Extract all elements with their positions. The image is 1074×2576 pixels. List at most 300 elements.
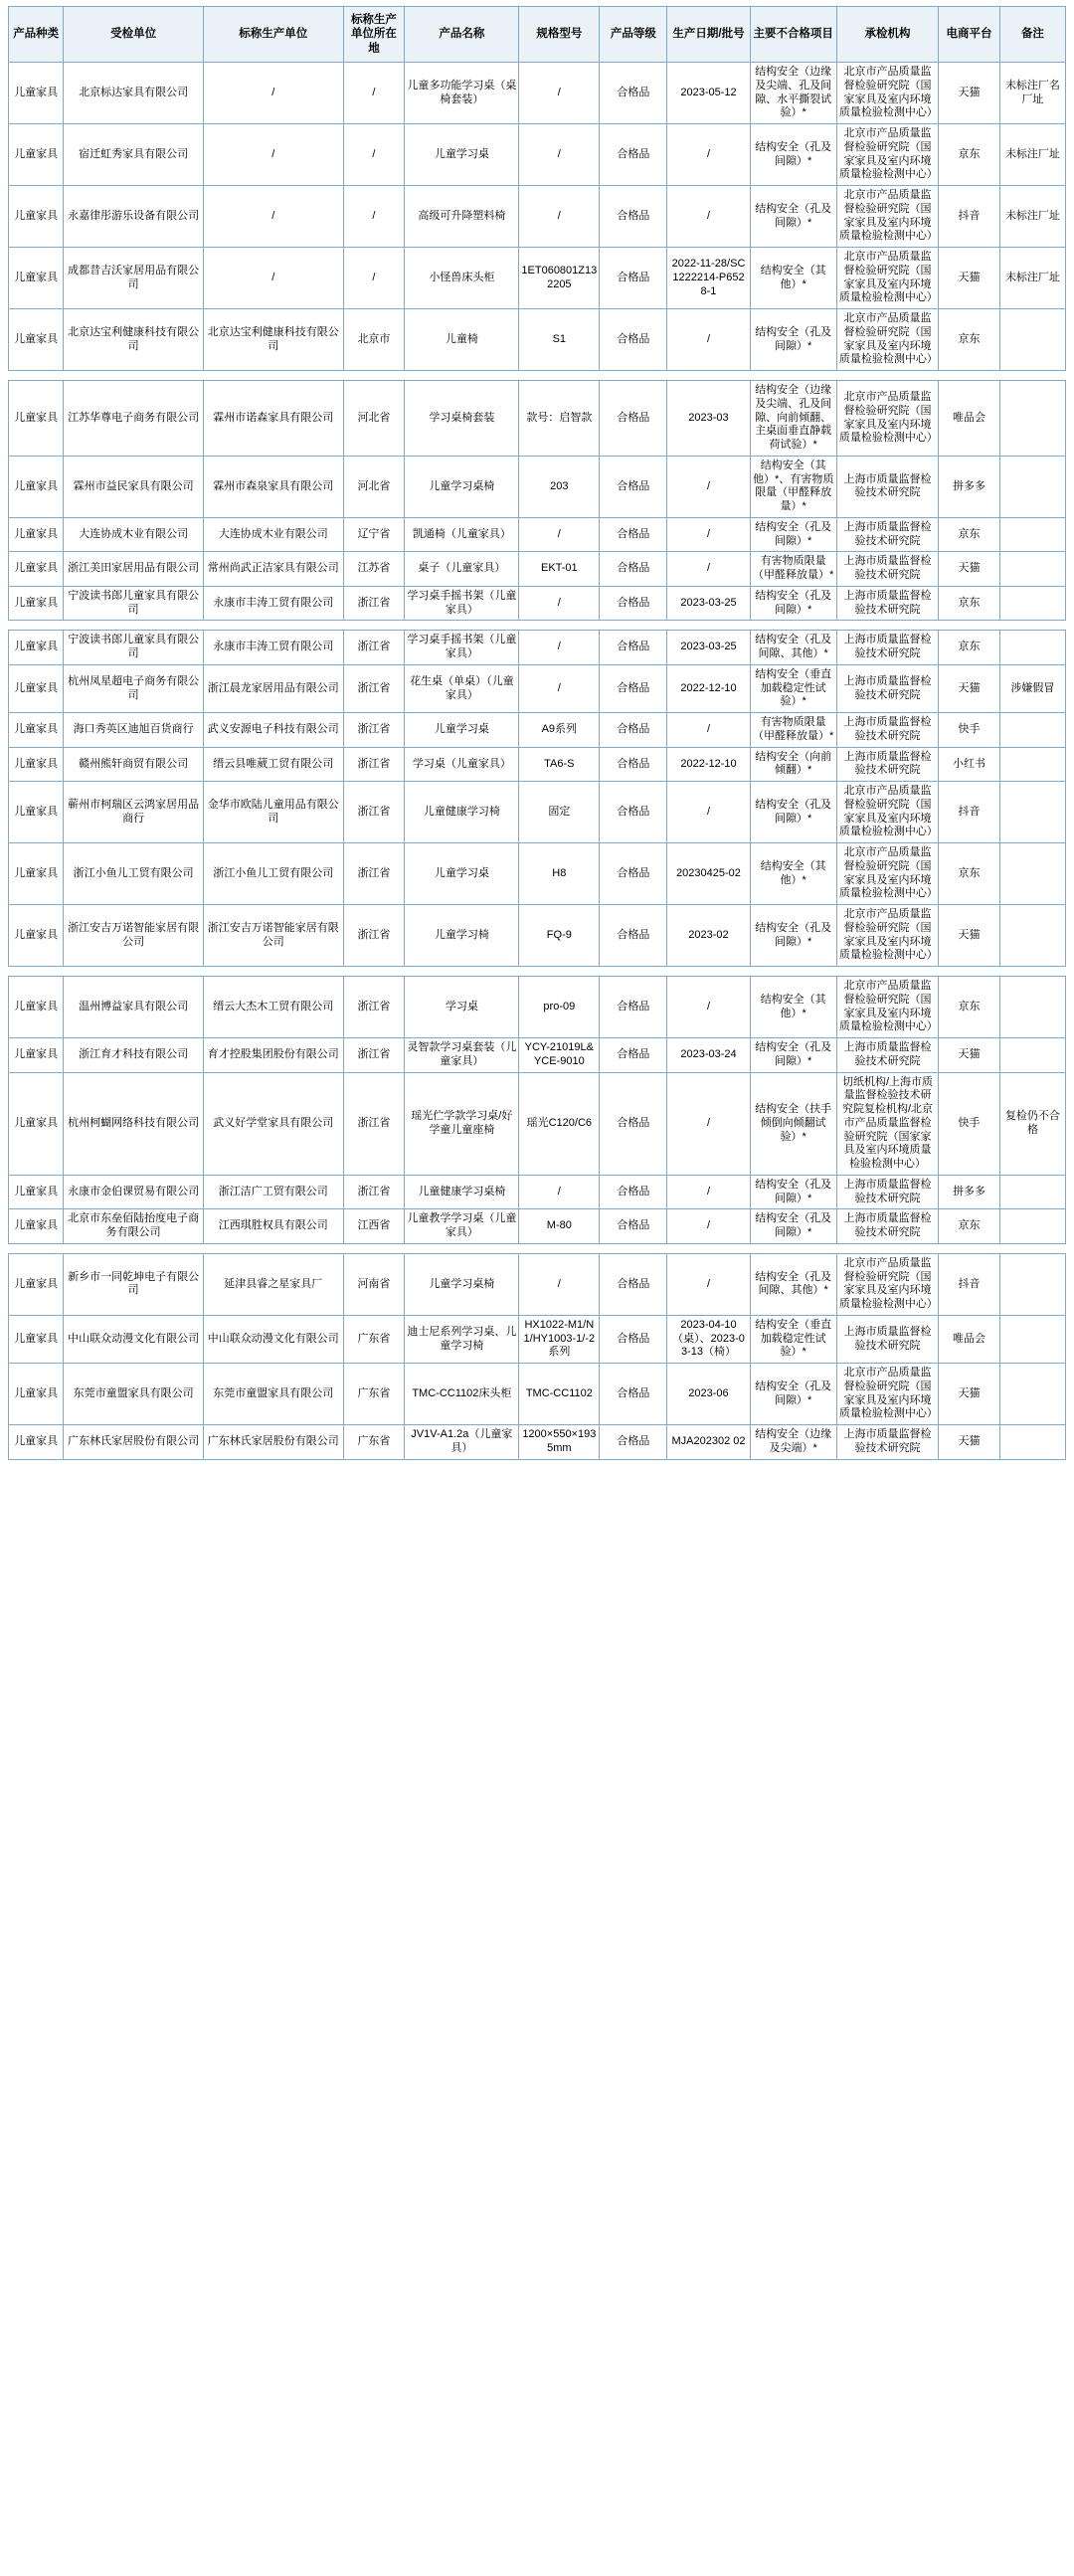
cell-testing-agency: 北京市产品质量监督检验研究院（国家家具及室内环境质量检验检测中心） <box>836 1253 938 1315</box>
group-separator-cell <box>750 1243 836 1253</box>
cell-manufacturer-location: 浙江省 <box>343 631 405 665</box>
cell-platform: 唯品会 <box>939 1315 1000 1363</box>
cell-testing-agency: 上海市质量监督检验技术研究院 <box>836 713 938 748</box>
cell-product-name: 儿童椅 <box>405 309 519 371</box>
table-header-row <box>9 7 1066 63</box>
cell-product-name: 桌子（儿童家具） <box>405 552 519 587</box>
cell-platform: 京东 <box>939 517 1000 552</box>
cell-failed-items: 结构安全（其他）* <box>750 977 836 1038</box>
group-separator-cell <box>939 621 1000 631</box>
group-separator-cell <box>836 621 938 631</box>
cell-product-type: 儿童家具 <box>9 63 64 124</box>
cell-manufacturer-location: 河北省 <box>343 381 405 457</box>
cell-inspected-unit: 海口秀英区迪旭百货商行 <box>64 713 204 748</box>
cell-failed-items: 结构安全（孔及间隙）* <box>750 1038 836 1073</box>
cell-nominal-manufacturer: 金华市欧陆儿童用品有限公司 <box>203 782 343 843</box>
group-separator-cell <box>405 1243 519 1253</box>
cell-model: M-80 <box>519 1209 600 1244</box>
cell-model: / <box>519 1175 600 1209</box>
cell-failed-items: 结构安全（边缘及尖端）* <box>750 1425 836 1460</box>
table-row <box>9 248 1066 309</box>
cell-manufacturer-location: 广东省 <box>343 1425 405 1460</box>
cell-production-date: / <box>667 552 750 587</box>
cell-product-type: 儿童家具 <box>9 664 64 712</box>
cell-product-type: 儿童家具 <box>9 977 64 1038</box>
cell-remark <box>999 309 1065 371</box>
cell-product-type: 儿童家具 <box>9 1072 64 1175</box>
cell-remark: 未标注厂名厂址 <box>999 63 1065 124</box>
cell-grade: 合格品 <box>600 381 667 457</box>
group-separator-cell <box>519 967 600 977</box>
cell-testing-agency: 北京市产品质量监督检验研究院（国家家具及室内环境质量检验检测中心） <box>836 905 938 967</box>
cell-grade: 合格品 <box>600 664 667 712</box>
cell-model: TMC-CC1102 <box>519 1364 600 1425</box>
cell-nominal-manufacturer: 中山联众动漫文化有限公司 <box>203 1315 343 1363</box>
cell-production-date: 2023-03-24 <box>667 1038 750 1073</box>
cell-testing-agency: 北京市产品质量监督检验研究院（国家家具及室内环境质量检验检测中心） <box>836 248 938 309</box>
cell-testing-agency: 北京市产品质量监督检验研究院（国家家具及室内环境质量检验检测中心） <box>836 782 938 843</box>
table-row <box>9 124 1066 186</box>
cell-platform: 抖音 <box>939 1253 1000 1315</box>
group-separator-cell <box>64 1243 204 1253</box>
cell-failed-items: 结构安全（其他）*、有害物质限量（甲醛释放量）* <box>750 456 836 517</box>
cell-manufacturer-location: 浙江省 <box>343 664 405 712</box>
table-row <box>9 309 1066 371</box>
cell-remark <box>999 1253 1065 1315</box>
cell-testing-agency: 上海市质量监督检验技术研究院 <box>836 456 938 517</box>
cell-platform: 唯品会 <box>939 381 1000 457</box>
cell-product-type: 儿童家具 <box>9 1364 64 1425</box>
group-separator-cell <box>203 967 343 977</box>
cell-model: HX1022-M1/N1/HY1003-1/-2系列 <box>519 1315 600 1363</box>
cell-inspected-unit: 浙江美田家居用品有限公司 <box>64 552 204 587</box>
cell-product-type: 儿童家具 <box>9 586 64 621</box>
cell-nominal-manufacturer: 大连协成木业有限公司 <box>203 517 343 552</box>
group-separator-cell <box>999 371 1065 381</box>
cell-remark <box>999 456 1065 517</box>
cell-product-name: 儿童学习桌椅 <box>405 456 519 517</box>
group-separator-cell <box>750 967 836 977</box>
cell-testing-agency: 上海市质量监督检验技术研究院 <box>836 552 938 587</box>
cell-failed-items: 结构安全（孔及间隙）* <box>750 186 836 248</box>
cell-grade: 合格品 <box>600 456 667 517</box>
group-separator-cell <box>939 371 1000 381</box>
cell-manufacturer-location: 浙江省 <box>343 713 405 748</box>
group-separator-cell <box>600 1243 667 1253</box>
cell-inspected-unit: 宿迁虹秀家具有限公司 <box>64 124 204 186</box>
group-separator-cell <box>836 1243 938 1253</box>
cell-manufacturer-location: / <box>343 186 405 248</box>
cell-product-type: 儿童家具 <box>9 1209 64 1244</box>
group-separator-cell <box>667 967 750 977</box>
cell-product-type: 儿童家具 <box>9 456 64 517</box>
cell-remark <box>999 586 1065 621</box>
cell-platform: 天猫 <box>939 664 1000 712</box>
group-separator-cell <box>203 371 343 381</box>
cell-testing-agency: 上海市质量监督检验技术研究院 <box>836 664 938 712</box>
cell-grade: 合格品 <box>600 1209 667 1244</box>
cell-remark <box>999 782 1065 843</box>
cell-failed-items: 有害物质限量（甲醛释放量）* <box>750 552 836 587</box>
cell-nominal-manufacturer: 东莞市童盟家具有限公司 <box>203 1364 343 1425</box>
group-separator-cell <box>600 371 667 381</box>
table-row <box>9 1364 1066 1425</box>
cell-grade: 合格品 <box>600 63 667 124</box>
cell-model: S1 <box>519 309 600 371</box>
cell-production-date: 2022-12-10 <box>667 747 750 782</box>
cell-product-type: 儿童家具 <box>9 124 64 186</box>
cell-product-name: 儿童学习桌椅 <box>405 1253 519 1315</box>
cell-nominal-manufacturer: 霖州市森泉家具有限公司 <box>203 456 343 517</box>
group-separator-cell <box>667 1243 750 1253</box>
cell-inspected-unit: 浙江育才科技有限公司 <box>64 1038 204 1073</box>
group-separator-cell <box>9 1243 64 1253</box>
cell-inspected-unit: 宁波读书郎儿童家具有限公司 <box>64 586 204 621</box>
cell-testing-agency: 北京市产品质量监督检验研究院（国家家具及室内环境质量检验检测中心） <box>836 1364 938 1425</box>
cell-product-name: 灵智款学习桌套装（儿童家具） <box>405 1038 519 1073</box>
cell-inspected-unit: 杭州凤星超电子商务有限公司 <box>64 664 204 712</box>
cell-manufacturer-location: 广东省 <box>343 1315 405 1363</box>
cell-product-name: 学习桌手摇书架（儿童家具） <box>405 586 519 621</box>
cell-platform: 小红书 <box>939 747 1000 782</box>
cell-manufacturer-location: 辽宁省 <box>343 517 405 552</box>
cell-product-type: 儿童家具 <box>9 517 64 552</box>
cell-remark <box>999 1315 1065 1363</box>
cell-manufacturer-location: 河南省 <box>343 1253 405 1315</box>
cell-product-type: 儿童家具 <box>9 309 64 371</box>
cell-remark <box>999 977 1065 1038</box>
group-separator <box>9 967 1066 977</box>
cell-production-date: MJA202302 02 <box>667 1425 750 1460</box>
cell-nominal-manufacturer: 常州尚武正洁家具有限公司 <box>203 552 343 587</box>
cell-failed-items: 结构安全（向前倾翻）* <box>750 747 836 782</box>
cell-product-type: 儿童家具 <box>9 747 64 782</box>
cell-failed-items: 结构安全（垂直加载稳定性试验）* <box>750 664 836 712</box>
cell-remark <box>999 843 1065 905</box>
cell-product-name: 儿童健康学习椅 <box>405 782 519 843</box>
cell-product-name: 儿童学习桌 <box>405 124 519 186</box>
cell-product-name: 儿童教学学习桌（儿童家具） <box>405 1209 519 1244</box>
cell-platform: 抖音 <box>939 782 1000 843</box>
cell-testing-agency: 上海市质量监督检验技术研究院 <box>836 1175 938 1209</box>
cell-grade: 合格品 <box>600 248 667 309</box>
cell-failed-items: 结构安全（孔及间隙）* <box>750 1175 836 1209</box>
group-separator <box>9 1243 1066 1253</box>
group-separator-cell <box>343 621 405 631</box>
cell-product-type: 儿童家具 <box>9 1253 64 1315</box>
cell-product-type: 儿童家具 <box>9 631 64 665</box>
cell-production-date: 2023-04-10（桌）、2023-03-13（椅） <box>667 1315 750 1363</box>
cell-manufacturer-location: 广东省 <box>343 1364 405 1425</box>
table-body <box>9 63 1066 1460</box>
cell-production-date: 2023-02 <box>667 905 750 967</box>
cell-product-name: 儿童学习椅 <box>405 905 519 967</box>
cell-production-date: / <box>667 517 750 552</box>
cell-grade: 合格品 <box>600 782 667 843</box>
group-separator-cell <box>836 967 938 977</box>
cell-grade: 合格品 <box>600 124 667 186</box>
cell-remark <box>999 381 1065 457</box>
cell-model: EKT-01 <box>519 552 600 587</box>
cell-production-date: 2023-03 <box>667 381 750 457</box>
cell-product-type: 儿童家具 <box>9 1425 64 1460</box>
group-separator-cell <box>939 1243 1000 1253</box>
cell-remark: 未标注厂址 <box>999 248 1065 309</box>
cell-inspected-unit: 永嘉律彤游乐设备有限公司 <box>64 186 204 248</box>
cell-product-type: 儿童家具 <box>9 905 64 967</box>
cell-failed-items: 结构安全（孔及间隙、其他）* <box>750 631 836 665</box>
cell-product-name: JV1V-A1.2a（儿童家具） <box>405 1425 519 1460</box>
cell-testing-agency: 上海市质量监督检验技术研究院 <box>836 747 938 782</box>
group-separator-cell <box>999 967 1065 977</box>
table-row <box>9 1175 1066 1209</box>
cell-production-date: / <box>667 186 750 248</box>
cell-testing-agency: 上海市质量监督检验技术研究院 <box>836 1315 938 1363</box>
cell-product-type: 儿童家具 <box>9 186 64 248</box>
cell-manufacturer-location: 浙江省 <box>343 905 405 967</box>
table-row <box>9 664 1066 712</box>
cell-production-date: / <box>667 309 750 371</box>
cell-nominal-manufacturer: 广东林氏家居股份有限公司 <box>203 1425 343 1460</box>
cell-inspected-unit: 温州博益家具有限公司 <box>64 977 204 1038</box>
cell-production-date: 2022-12-10 <box>667 664 750 712</box>
group-separator-cell <box>836 371 938 381</box>
cell-product-name: 儿童学习桌 <box>405 843 519 905</box>
cell-inspected-unit: 北京标达家具有限公司 <box>64 63 204 124</box>
cell-model: 固定 <box>519 782 600 843</box>
cell-inspected-unit: 霖州市益民家具有限公司 <box>64 456 204 517</box>
cell-model: 1200×550×1935mm <box>519 1425 600 1460</box>
cell-testing-agency: 北京市产品质量监督检验研究院（国家家具及室内环境质量检验检测中心） <box>836 381 938 457</box>
cell-platform: 天猫 <box>939 248 1000 309</box>
table-row <box>9 63 1066 124</box>
cell-failed-items: 结构安全（孔及间隙）* <box>750 905 836 967</box>
cell-remark <box>999 552 1065 587</box>
cell-failed-items: 结构安全（孔及间隙）* <box>750 1364 836 1425</box>
cell-failed-items: 结构安全（边缘及尖端、孔及间隙、水平撕裂试验）* <box>750 63 836 124</box>
cell-model: FQ-9 <box>519 905 600 967</box>
group-separator-cell <box>343 1243 405 1253</box>
cell-remark <box>999 631 1065 665</box>
cell-nominal-manufacturer: 霖州市诺森家具有限公司 <box>203 381 343 457</box>
cell-grade: 合格品 <box>600 517 667 552</box>
cell-failed-items: 结构安全（其他）* <box>750 248 836 309</box>
cell-product-name: 学习桌手摇书架（儿童家具） <box>405 631 519 665</box>
table-row <box>9 1315 1066 1363</box>
cell-nominal-manufacturer: / <box>203 124 343 186</box>
cell-nominal-manufacturer: 武义安源电子科技有限公司 <box>203 713 343 748</box>
cell-production-date: / <box>667 977 750 1038</box>
cell-model: 1ET060801Z132205 <box>519 248 600 309</box>
cell-production-date: / <box>667 1072 750 1175</box>
cell-manufacturer-location: / <box>343 248 405 309</box>
cell-model: TA6-S <box>519 747 600 782</box>
table-row <box>9 517 1066 552</box>
group-separator-cell <box>203 1243 343 1253</box>
cell-grade: 合格品 <box>600 1364 667 1425</box>
cell-inspected-unit: 江苏华尊电子商务有限公司 <box>64 381 204 457</box>
cell-grade: 合格品 <box>600 309 667 371</box>
cell-platform: 天猫 <box>939 905 1000 967</box>
cell-manufacturer-location: 浙江省 <box>343 1038 405 1073</box>
cell-manufacturer-location: 浙江省 <box>343 586 405 621</box>
table-row <box>9 186 1066 248</box>
cell-manufacturer-location: / <box>343 63 405 124</box>
cell-product-name: 儿童学习桌 <box>405 713 519 748</box>
cell-model: YCY-21019L&YCE-9010 <box>519 1038 600 1073</box>
cell-failed-items: 结构安全（孔及间隙、其他）* <box>750 1253 836 1315</box>
cell-product-type: 儿童家具 <box>9 552 64 587</box>
cell-manufacturer-location: 浙江省 <box>343 1175 405 1209</box>
cell-product-name: 高级可升降塑料椅 <box>405 186 519 248</box>
cell-inspected-unit: 新乡市一同乾坤电子有限公司 <box>64 1253 204 1315</box>
group-separator-cell <box>203 621 343 631</box>
group-separator-cell <box>999 621 1065 631</box>
group-separator-cell <box>64 621 204 631</box>
cell-product-name: TMC-CC1102床头柜 <box>405 1364 519 1425</box>
cell-inspected-unit: 宁波读书郎儿童家具有限公司 <box>64 631 204 665</box>
cell-model: pro-09 <box>519 977 600 1038</box>
group-separator-cell <box>667 621 750 631</box>
table-row <box>9 586 1066 621</box>
cell-inspected-unit: 浙江安吉万诺智能家居有限公司 <box>64 905 204 967</box>
inspection-results-table <box>8 6 1066 1460</box>
cell-remark <box>999 1425 1065 1460</box>
cell-production-date: / <box>667 782 750 843</box>
cell-platform: 天猫 <box>939 552 1000 587</box>
cell-platform: 快手 <box>939 1072 1000 1175</box>
cell-testing-agency: 北京市产品质量监督检验研究院（国家家具及室内环境质量检验检测中心） <box>836 977 938 1038</box>
table-row <box>9 1209 1066 1244</box>
cell-failed-items: 结构安全（垂直加载稳定性试验）* <box>750 1315 836 1363</box>
table-row <box>9 552 1066 587</box>
cell-testing-agency: 上海市质量监督检验技术研究院 <box>836 1425 938 1460</box>
cell-grade: 合格品 <box>600 1315 667 1363</box>
column-header-product-type: 产品种类 <box>9 7 64 63</box>
cell-platform: 京东 <box>939 124 1000 186</box>
group-separator-cell <box>999 1243 1065 1253</box>
cell-product-name: 儿童健康学习桌椅 <box>405 1175 519 1209</box>
cell-nominal-manufacturer: 浙江洁广工贸有限公司 <box>203 1175 343 1209</box>
cell-manufacturer-location: 江苏省 <box>343 552 405 587</box>
group-separator-cell <box>405 967 519 977</box>
cell-platform: 京东 <box>939 977 1000 1038</box>
group-separator-cell <box>343 967 405 977</box>
cell-manufacturer-location: 浙江省 <box>343 1072 405 1175</box>
cell-manufacturer-location: / <box>343 124 405 186</box>
cell-model: / <box>519 186 600 248</box>
table-row <box>9 456 1066 517</box>
cell-testing-agency: 切纸机构/上海市质量监督检验技术研究院复检机构/北京市产品质量监督检验研究院（国家家具及室内环境质量检验检测中心） <box>836 1072 938 1175</box>
cell-remark <box>999 1175 1065 1209</box>
cell-remark: 未标注厂址 <box>999 124 1065 186</box>
cell-remark <box>999 747 1065 782</box>
cell-nominal-manufacturer: / <box>203 186 343 248</box>
cell-production-date: 2023-03-25 <box>667 586 750 621</box>
table-row <box>9 1253 1066 1315</box>
table-row <box>9 1072 1066 1175</box>
cell-nominal-manufacturer: 武义好学堂家具有限公司 <box>203 1072 343 1175</box>
cell-product-type: 儿童家具 <box>9 843 64 905</box>
cell-product-name: 学习桌椅套装 <box>405 381 519 457</box>
cell-production-date: 2022-11-28/SC1222214-P6528-1 <box>667 248 750 309</box>
cell-testing-agency: 上海市质量监督检验技术研究院 <box>836 517 938 552</box>
cell-manufacturer-location: 河北省 <box>343 456 405 517</box>
group-separator-cell <box>9 621 64 631</box>
group-separator-cell <box>519 371 600 381</box>
cell-production-date: / <box>667 1209 750 1244</box>
cell-failed-items: 结构安全（边缘及尖端、孔及间隙、向前倾翻、主桌面垂直静载荷试验）* <box>750 381 836 457</box>
table-row <box>9 1038 1066 1073</box>
cell-product-type: 儿童家具 <box>9 782 64 843</box>
group-separator-cell <box>343 371 405 381</box>
cell-platform: 天猫 <box>939 1425 1000 1460</box>
cell-production-date: 2023-06 <box>667 1364 750 1425</box>
cell-product-name: 小怪兽床头柜 <box>405 248 519 309</box>
group-separator-cell <box>667 371 750 381</box>
cell-grade: 合格品 <box>600 977 667 1038</box>
table-row <box>9 747 1066 782</box>
cell-testing-agency: 上海市质量监督检验技术研究院 <box>836 586 938 621</box>
column-header-remark: 备注 <box>999 7 1065 63</box>
cell-grade: 合格品 <box>600 586 667 621</box>
cell-inspected-unit: 北京市东垒佰陆抬度电子商务有限公司 <box>64 1209 204 1244</box>
table-row <box>9 631 1066 665</box>
cell-platform: 天猫 <box>939 1038 1000 1073</box>
cell-grade: 合格品 <box>600 713 667 748</box>
cell-remark <box>999 713 1065 748</box>
cell-platform: 京东 <box>939 309 1000 371</box>
group-separator-cell <box>64 967 204 977</box>
cell-model: / <box>519 517 600 552</box>
cell-inspected-unit: 成都昔吉沃家居用品有限公司 <box>64 248 204 309</box>
cell-platform: 京东 <box>939 631 1000 665</box>
table-row <box>9 782 1066 843</box>
cell-testing-agency: 北京市产品质量监督检验研究院（国家家具及室内环境质量检验检测中心） <box>836 309 938 371</box>
cell-production-date: 20230425-02 <box>667 843 750 905</box>
cell-nominal-manufacturer: 浙江小鱼儿工贸有限公司 <box>203 843 343 905</box>
cell-product-type: 儿童家具 <box>9 1175 64 1209</box>
cell-product-type: 儿童家具 <box>9 381 64 457</box>
table-row <box>9 905 1066 967</box>
cell-manufacturer-location: 北京市 <box>343 309 405 371</box>
cell-nominal-manufacturer: 缙云大杰木工贸有限公司 <box>203 977 343 1038</box>
cell-inspected-unit: 蕲州市柯瑞区云鸿家居用品商行 <box>64 782 204 843</box>
cell-nominal-manufacturer: 北京达宝利健康科技有限公司 <box>203 309 343 371</box>
cell-production-date: / <box>667 713 750 748</box>
cell-model: / <box>519 631 600 665</box>
cell-nominal-manufacturer: 江西琪胜权具有限公司 <box>203 1209 343 1244</box>
cell-testing-agency: 北京市产品质量监督检验研究院（国家家具及室内环境质量检验检测中心） <box>836 186 938 248</box>
cell-model: / <box>519 586 600 621</box>
cell-product-name: 儿童多功能学习桌（桌椅套装） <box>405 63 519 124</box>
column-header-production-date: 生产日期/批号 <box>667 7 750 63</box>
cell-testing-agency: 上海市质量监督检验技术研究院 <box>836 1038 938 1073</box>
column-header-nominal-manufacturer: 标称生产单位 <box>203 7 343 63</box>
table-row <box>9 1425 1066 1460</box>
cell-remark <box>999 1038 1065 1073</box>
cell-inspected-unit: 赣州熊轩商贸有限公司 <box>64 747 204 782</box>
cell-remark <box>999 1209 1065 1244</box>
column-header-testing-agency: 承检机构 <box>836 7 938 63</box>
group-separator <box>9 621 1066 631</box>
cell-product-name: 花生桌（单桌）（儿童家具） <box>405 664 519 712</box>
cell-production-date: / <box>667 456 750 517</box>
table-row <box>9 381 1066 457</box>
cell-failed-items: 结构安全（其他）* <box>750 843 836 905</box>
group-separator-cell <box>519 1243 600 1253</box>
group-separator-cell <box>9 967 64 977</box>
